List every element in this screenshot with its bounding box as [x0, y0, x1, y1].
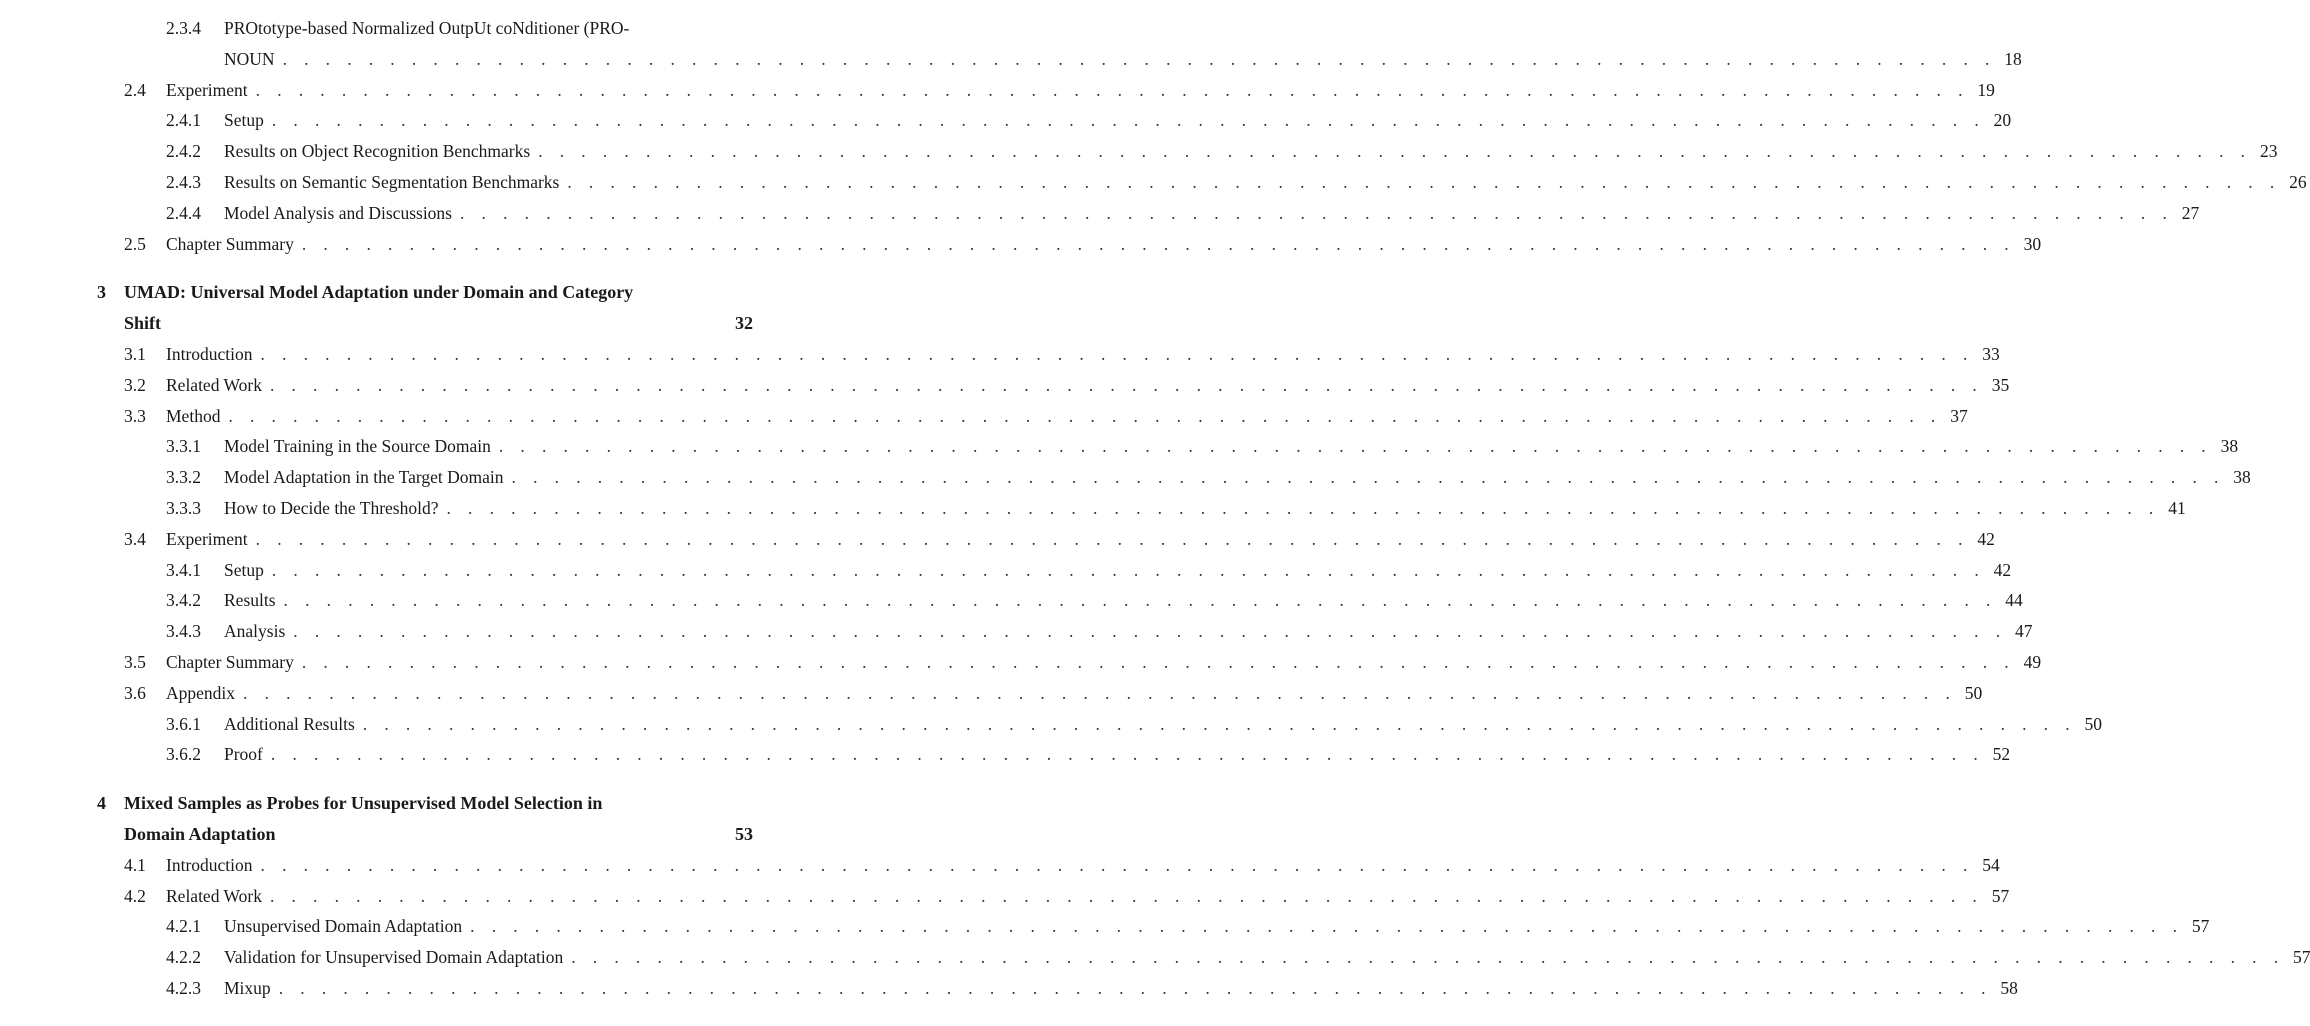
toc-entry[interactable] [0, 555, 2012, 586]
entry-title[interactable]: Results [224, 590, 276, 611]
entry-title[interactable]: Method [166, 405, 221, 426]
entry-number: 3.2 [124, 374, 146, 395]
dot-leader: . . . . . . . . . . . . . . . . . . . . . . . . . . . . . . . . . . . . . . . . . . . . . . . . . . . . . . . . . . . . . . . . . . . . . . . . . . . . . . . . [301, 651, 2016, 672]
dot-leader: . . . . . . . . . . . . . . . . . . . . . . . . . . . . . . . . . . . . . . . . . . . . . . . . . . . . . . . . . . . . . . . . . . . . . . . . . . . . . . . . [282, 48, 1996, 69]
toc-entry[interactable] [0, 524, 1995, 555]
page-number[interactable]: 50 [1964, 682, 1983, 703]
page-number[interactable]: 42 [1977, 528, 1995, 549]
entry-number: 3.6 [124, 682, 146, 703]
entry-number: 3.3.1 [166, 436, 201, 457]
entry-title-continuation[interactable]: NOUN [224, 48, 275, 69]
toc-entry[interactable] [0, 339, 2000, 370]
toc-entry[interactable] [0, 198, 2200, 229]
dot-leader: . . . . . . . . . . . . . . . . . . . . . . . . . . . . . . . . . . . . . . . . . . . . . . . . . . . . . . . . . . . . . . . . . . . . . . . . . . . . . . . . [260, 854, 1974, 875]
dot-leader: . . . . . . . . . . . . . . . . . . . . . . . . . . . . . . . . . . . . . . . . . . . . . . . . . . . . . . . . . . . . . . . . . . . . . . . . . . . . . . . . [255, 79, 1969, 100]
entry-number: 2.3.4 [166, 18, 201, 38]
entry-title[interactable]: PROtotype-based Normalized OutpUt coNditioner (PRO- [224, 18, 630, 38]
toc-entry-continuation[interactable] [0, 308, 834, 339]
dot-leader: . . . . . . . . . . . . . . . . . . . . . . . . . . . . . . . . . . . . . . . . . . . . . . . . . . . . . . . . . . . . . . . . . . . . . . . . . . . . . . . . [283, 590, 1997, 611]
page-number[interactable]: 57 [2191, 916, 2210, 937]
entry-title[interactable]: Setup [224, 559, 264, 580]
page-number[interactable]: 49 [2023, 651, 2042, 672]
entry-number: 4.2.2 [166, 947, 201, 968]
toc-chapter-entry[interactable] [0, 277, 834, 308]
entry-title[interactable]: Proof [224, 744, 263, 765]
dot-leader: . . . . . . . . . . . . . . . . . . . . . . . . . . . . . . . . . . . . . . . . . . . . . . . . . . . . . . . . . . . . . . . . . . . . . . . . . . . . . . . . [271, 110, 1986, 131]
toc-entry[interactable] [0, 105, 2012, 136]
toc-entry[interactable] [0, 911, 2210, 942]
entry-number: 3.4 [124, 528, 146, 549]
toc-entry[interactable] [0, 881, 2010, 912]
dot-leader: . . . . . . . . . . . . . . . . . . . . . . . . . . . . . . . . . . . . . . . . . . . . . . . . . . . . . . . . . . . . . . . . . . . . . . . . . . . . . . . . [271, 559, 1986, 580]
entry-number: 2.4.4 [166, 202, 201, 223]
page-number[interactable]: 38 [2233, 467, 2251, 488]
page-number[interactable]: 47 [2014, 621, 2033, 642]
page-number[interactable]: 35 [1991, 374, 2010, 395]
dot-leader: . . . . . . . . . . . . . . . . . . . . . . . . . . . . . . . . . . . . . . . . . . . . . . . . . . . . . . . . . . . . . . . . . . . . . . . . . . . . . . . . [571, 947, 2285, 968]
entry-number: 4 [97, 793, 106, 814]
entry-number: 2.4.2 [166, 141, 201, 162]
toc-entry[interactable] [0, 431, 2239, 462]
page-number[interactable]: 57 [2292, 947, 2310, 968]
page-number[interactable]: 38 [2220, 436, 2239, 457]
entry-title[interactable]: Chapter Summary [166, 233, 294, 254]
entry-title[interactable]: Setup [224, 110, 264, 131]
entry-title[interactable]: Related Work [166, 374, 262, 395]
page-number[interactable]: 33 [1982, 343, 2000, 364]
toc-entry[interactable] [0, 709, 2102, 740]
entry-title[interactable]: Experiment [166, 79, 248, 100]
entry-title[interactable]: Additional Results [224, 713, 355, 734]
page-number[interactable]: 50 [2084, 713, 2102, 734]
entry-title[interactable]: Unsupervised Domain Adaptation [224, 916, 463, 937]
toc-entry[interactable] [0, 850, 2000, 881]
dot-leader: . . . . . . . . . . . . . . . . . . . . . . . . . . . . . . . . . . . . . . . . . . . . . . . . . . . . . . . . . . . . . . . . . . . . . . . . . . . . . . . . [260, 343, 1974, 364]
entry-title[interactable]: Model Analysis and Discussions [224, 202, 452, 223]
dot-leader: . . . . . . . . . . . . . . . . . . . . . . . . . . . . . . . . . . . . . . . . . . . . . . . . . . . . . . . . . . . . . . . . . . . . . . . . . . . . . . . . [362, 713, 2076, 734]
entry-title[interactable]: Model Training in the Source Domain [224, 436, 491, 457]
entry-title-continuation[interactable]: Domain Adaptation [124, 823, 276, 844]
page-number[interactable]: 53 [735, 823, 753, 844]
entry-number: 3 [97, 282, 106, 303]
toc-entry[interactable] [0, 739, 2011, 770]
page-number[interactable]: 23 [2259, 141, 2278, 162]
table-of-contents [0, 13, 2310, 1004]
dot-leader: . . . . . . . . . . . . . . . . . . . . . . . . . . . . . . . . . . . . . . . . . . . . . . . . . . . . . . . . . . . . . . . . . . . . . . . . . . . . . . . . [255, 528, 1969, 549]
entry-title[interactable]: Analysis [224, 621, 286, 642]
page-number[interactable]: 19 [1977, 79, 1995, 100]
page-number[interactable]: 30 [2023, 233, 2042, 254]
dot-leader: . . . . . . . . . . . . . . . . . . . . . . . . . . . . . . . . . . . . . . . . . . . . . . . . . . . . . . . . . . . . . . . . . . . . . . . . . . . . . . . . [538, 141, 2252, 162]
entry-title[interactable]: Experiment [166, 528, 248, 549]
entry-title-continuation[interactable]: Shift [124, 313, 162, 334]
page-number[interactable]: 41 [2168, 497, 2186, 518]
toc-entry[interactable] [0, 370, 2010, 401]
toc-entry[interactable] [0, 167, 2307, 198]
dot-leader: . . . . . . . . . . . . . . . . . . . . . . . . . . . . . . . . . . . . . . . . . . . . . . . . . . . . . . . . . . . . . . . . . . . . . . . . . . . . . . . . [269, 885, 1984, 906]
dot-leader: . . . . . . . . . . . . . . . . . . . . . . . . . . . . . . . . . . . . . . . . . . . . . . . . . . . . . . . . . . . . . . . . . . . . . . . . . . . . . . . . [228, 405, 1942, 426]
toc-entry[interactable] [0, 973, 2018, 1004]
entry-number: 4.2.3 [166, 977, 201, 998]
entry-number: 3.4.3 [166, 621, 201, 642]
page-number[interactable]: 52 [1992, 744, 2011, 765]
toc-entry[interactable] [0, 616, 2033, 647]
toc-entry[interactable] [0, 585, 2023, 616]
page-number[interactable]: 27 [2181, 202, 2200, 223]
toc-entry[interactable] [0, 647, 2042, 678]
dot-leader: . . . . . . . . . . . . . . . . . . . . . . . . . . . . . . . . . . . . . . . . . . . . . . . . . . . . . . . . . . . . . . . . . . . . . . . . . . . . . . . . [293, 621, 2007, 642]
entry-title[interactable]: Introduction [166, 854, 253, 875]
dot-leader: . . . . . . . . . . . . . . . . . . . . . . . . . . . . . . . . . . . . . . . . . . . . . . . . . . . . . . . . . . . . . . . . . . . . . . . . . . . . . . . . [243, 682, 1957, 703]
page-number[interactable]: 37 [1950, 405, 1968, 426]
entry-number: 2.4.3 [166, 171, 201, 192]
toc-entry[interactable] [0, 13, 834, 44]
entry-title[interactable]: Introduction [166, 343, 253, 364]
dot-leader: . . . . . . . . . . . . . . . . . . . . . . . . . . . . . . . . . . . . . . . . . . . . . . . . . . . . . . . . . . . . . . . . . . . . . . . . . . . . . . . . [301, 233, 2016, 254]
entry-number: 3.4.1 [166, 559, 201, 580]
entry-number: 2.4.1 [166, 110, 201, 131]
entry-title[interactable]: UMAD: Universal Model Adaptation under Domain and Category [124, 282, 634, 303]
dot-leader: . . . . . . . . . . . . . . . . . . . . . . . . . . . . . . . . . . . . . . . . . . . . . . . . . . . . . . . . . . . . . . . . . . . . . . . . . . . . . . . . [470, 916, 2184, 937]
entry-title[interactable]: Appendix [166, 682, 236, 703]
dot-leader: . . . . . . . . . . . . . . . . . . . . . . . . . . . . . . . . . . . . . . . . . . . . . . . . . . . . . . . . . . . . . . . . . . . . . . . . . . . . . . . . [270, 744, 1985, 765]
entry-number: 3.6.2 [166, 744, 201, 765]
entry-number: 3.6.1 [166, 713, 201, 734]
dot-leader: . . . . . . . . . . . . . . . . . . . . . . . . . . . . . . . . . . . . . . . . . . . . . . . . . . . . . . . . . . . . . . . . . . . . . . . . . . . . . . . . [498, 436, 2213, 457]
entry-title[interactable]: Chapter Summary [166, 651, 294, 672]
entry-number: 3.3 [124, 405, 146, 426]
toc-entry[interactable] [0, 942, 2310, 973]
page-number[interactable]: 26 [2289, 171, 2307, 192]
toc-entry[interactable] [0, 401, 1968, 432]
dot-leader: . . . . . . . . . . . . . . . . . . . . . . . . . . . . . . . . . . . . . . . . . . . . . . . . . . . . . . . . . . . . . . . . . . . . . . . . . . . . . . . . [511, 467, 2225, 488]
entry-number: 4.1 [124, 854, 146, 875]
toc-entry[interactable] [0, 462, 2251, 493]
dot-leader: . . . . . . . . . . . . . . . . . . . . . . . . . . . . . . . . . . . . . . . . . . . . . . . . . . . . . . . . . . . . . . . . . . . . . . . . . . . . . . . . [446, 497, 2160, 518]
toc-entry-continuation[interactable] [0, 44, 2022, 75]
page-number[interactable]: 54 [1982, 854, 2000, 875]
page-number[interactable]: 57 [1991, 885, 2010, 906]
entry-number: 4.2 [124, 885, 146, 906]
entry-title[interactable]: How to Decide the Threshold? [224, 497, 439, 518]
toc-entry[interactable] [0, 75, 1995, 106]
toc-entry[interactable] [0, 493, 2186, 524]
entry-title[interactable]: Related Work [166, 885, 262, 906]
page-number[interactable]: 20 [1993, 110, 2012, 131]
entry-number: 2.4 [124, 79, 146, 100]
page-number[interactable]: 44 [2005, 590, 2023, 611]
entry-title[interactable]: Validation for Unsupervised Domain Adaptation [224, 947, 564, 968]
entry-number: 2.5 [124, 233, 146, 254]
entry-title[interactable]: Results on Semantic Segmentation Benchmarks [224, 171, 560, 192]
entry-number: 3.5 [124, 651, 146, 672]
toc-entry[interactable] [0, 136, 2278, 167]
page-number[interactable]: 32 [735, 313, 753, 334]
entry-number: 3.4.2 [166, 590, 201, 611]
dot-leader: . . . . . . . . . . . . . . . . . . . . . . . . . . . . . . . . . . . . . . . . . . . . . . . . . . . . . . . . . . . . . . . . . . . . . . . . . . . . . . . . [460, 202, 2174, 223]
dot-leader: . . . . . . . . . . . . . . . . . . . . . . . . . . . . . . . . . . . . . . . . . . . . . . . . . . . . . . . . . . . . . . . . . . . . . . . . . . . . . . . . [278, 977, 1992, 998]
page-number[interactable]: 42 [1993, 559, 2012, 580]
entry-title[interactable]: Results on Object Recognition Benchmarks [224, 141, 531, 162]
entry-title[interactable]: Mixup [224, 977, 271, 998]
page-number[interactable]: 58 [2000, 977, 2018, 998]
dot-leader: . . . . . . . . . . . . . . . . . . . . . . . . . . . . . . . . . . . . . . . . . . . . . . . . . . . . . . . . . . . . . . . . . . . . . . . . . . . . . . . . [567, 171, 2281, 192]
toc-chapter-entry[interactable] [0, 788, 834, 819]
entry-number: 3.3.2 [166, 467, 201, 488]
toc-entry[interactable] [0, 678, 1983, 709]
entry-number: 3.1 [124, 343, 146, 364]
entry-title[interactable]: Model Adaptation in the Target Domain [224, 467, 504, 488]
entry-number: 4.2.1 [166, 916, 201, 937]
toc-entry-continuation[interactable] [0, 819, 834, 850]
entry-title[interactable]: Mixed Samples as Probes for Unsupervised Model Selection in [124, 793, 603, 814]
dot-leader: . . . . . . . . . . . . . . . . . . . . . . . . . . . . . . . . . . . . . . . . . . . . . . . . . . . . . . . . . . . . . . . . . . . . . . . . . . . . . . . . [269, 374, 1984, 395]
entry-number: 3.3.3 [166, 497, 201, 518]
page-number[interactable]: 18 [2004, 48, 2022, 69]
toc-entry[interactable] [0, 229, 2042, 260]
